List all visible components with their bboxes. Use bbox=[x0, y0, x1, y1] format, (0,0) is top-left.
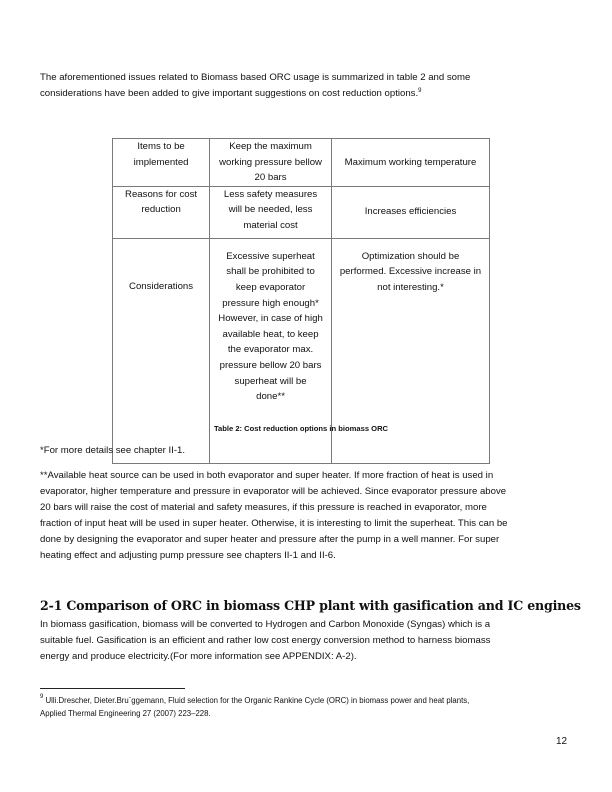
table-cell: Excessive superheat shall be prohibited to keep evaporator pressure high enough* However, in case of high available heat, to keep the evaporator max. pressure bellow 20 bars superheat will be done** bbox=[210, 238, 332, 463]
table-cell: Maximum working temperature bbox=[332, 139, 490, 187]
table-row bbox=[113, 186, 490, 238]
intro-line: considerations have been added to give important suggestions on cost reduction options.$^9$ bbox=[40, 88, 422, 99]
table-cell: Optimization should be performed. Excessive increase in not interesting.* bbox=[332, 238, 490, 463]
footnote-reference[interactable]: 9 bbox=[418, 88, 422, 94]
table-cell: Increases efficiencies bbox=[332, 186, 490, 238]
row-label-cell: Considerations bbox=[113, 238, 210, 463]
footnote-number: 9 bbox=[40, 694, 44, 700]
table-row bbox=[113, 139, 490, 187]
table-cell: Less safety measures will be needed, less material cost bbox=[210, 186, 332, 238]
section-heading: 2-1 Comparison of ORC in biomass CHP plant with gasification and IC engines bbox=[40, 598, 581, 613]
table-cell: Keep the maximum working pressure bellow 20 bars bbox=[210, 139, 332, 187]
page-number: 12 bbox=[556, 736, 568, 747]
intro-line: The aforementioned issues related to Biomass based ORC usage is summarized in table 2 and some bbox=[40, 72, 471, 83]
footnote: $^9$ Ulli.Drescher, Dieter.Bru¨ggemann, Fluid selection for the Organic Rankine Cycle (ORC) in biomass power and heat plants, Applied Thermal Engineering 27 (2007) 223–228. bbox=[40, 694, 470, 718]
row-label-cell: Reasons for cost reduction bbox=[113, 186, 210, 238]
table-caption: Table 2: Cost reduction options in biomass ORC bbox=[213, 424, 389, 433]
note-single-asterisk: *For more details see chapter II-1. bbox=[40, 445, 186, 456]
intro-paragraph bbox=[40, 70, 580, 102]
cost-reduction-table bbox=[112, 138, 490, 464]
footnote-separator bbox=[40, 688, 185, 689]
row-label-cell: Items to be implemented bbox=[113, 139, 210, 187]
note-double-asterisk: **Available heat source can be used in both evaporator and super heater. If more fraction of heat is used in evaporator, higher temperature and pressure in evaporator will be achieved. Since evaporator pressure above 20 bars will raise the cost of material and safety measures, if this pressure is reached in evaporator, more fraction of input heat will be used in super heater. Otherwise, it is interesting to limit the superheat. This can be done by designing the evaporator and super heater and pressure after the pump in a well manner. For super heating effect and adjusting pump pressure see chapters II-1 and II-6. bbox=[40, 470, 508, 561]
section-paragraph: In biomass gasification, biomass will be converted to Hydrogen and Carbon Monoxide (Syngas) which is a suitable fuel. Gasification is an efficient and rather low cost energy conversion method to harness biomass energy and produce electricity.(For more information see APPENDIX: A-2). bbox=[40, 619, 491, 662]
